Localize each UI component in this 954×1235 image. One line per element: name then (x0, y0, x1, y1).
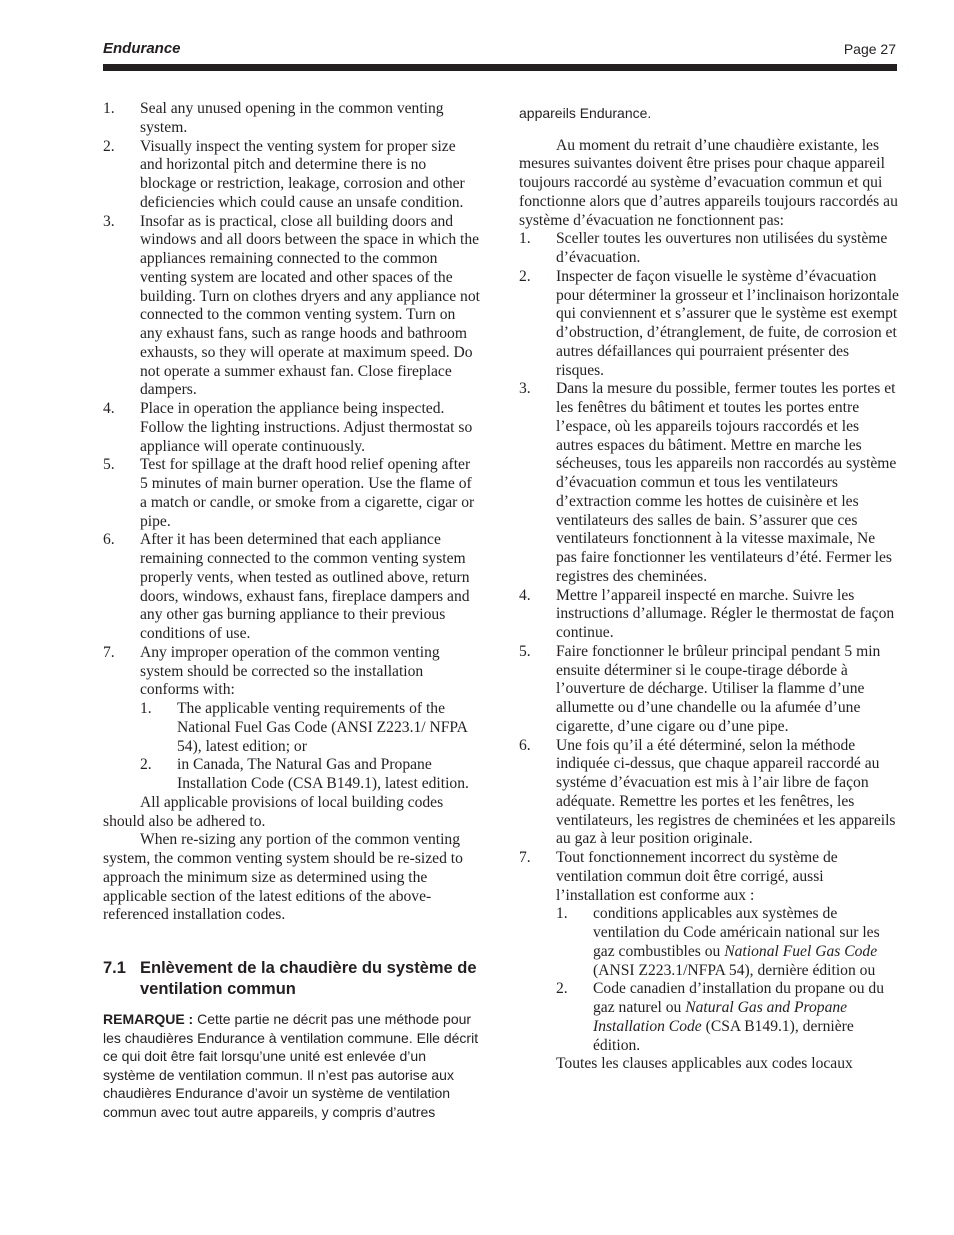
list-text: Dans la mesure du possible, fermer toutes les portes et les fenêtres du bâtiment et toutes les portes entre l’espace, où les appareils tojours raccordés et les autres espaces du bâtiment. Mettre en marche les sécheuses, tous les appareils non raccordés au système d’évacuation commun et tous les ventilateurs d’extraction comme les hottes de cuisinère et les ventilateurs des salles de bain. S’assurer que ces ventilateurs fonctionnent à la vitesse maximale, Ne pas faire fonctionner les ventilateurs d’été. Fermer les registres des cheminées. (556, 380, 897, 585)
section-number: 7.1 (103, 959, 126, 977)
list-text: Test for spillage at the draft hood relief opening after 5 minutes of main burner operation. Use the flame of a match or candle, or smoke from a cigarette, cigar or pipe. (140, 456, 475, 530)
section-title: Enlèvement de la chaudière du système de ventilation commun (140, 959, 477, 998)
list-text: The applicable venting requirements of the National Fuel Gas Code (ANSI Z223.1/ NFPA 54), latest edition; or (177, 700, 468, 755)
header-rule (103, 64, 897, 71)
note-paragraph (103, 1010, 481, 1122)
sub-list-item (556, 980, 899, 1055)
list-text: Une fois qu’il a été déterminé, selon la méthode indiquée ci-dessus, que chaque appareil raccordé au systéme d’évacuation est mis à l’air libre de façon adéquate. Remettre les portes et les fenêtres, les ventilateurs, les registres de cheminées et les appareils au gaz à leur position originale. (556, 736, 896, 848)
code-name: National Fuel Gas Code (724, 942, 878, 960)
list-item (103, 456, 481, 531)
list-item (519, 737, 899, 850)
list-text: Mettre l’appareil inspecté en marche. Suivre les instructions d’allumage. Régler le thermostat de façon continue. (556, 586, 895, 642)
left-column (103, 100, 481, 1122)
list-text: Tout fonctionnement incorrect du système de ventilation commun doit être corrigé, aussi l’installation est conforme aux : (556, 849, 838, 904)
section-heading (103, 958, 481, 1000)
list-text: Place in operation the appliance being inspected. Follow the lighting instructions. Adjust thermostat so appliance will operate continuously. (140, 400, 473, 455)
list-text: Faire fonctionner le brûleur principal pendant 5 min ensuite déterminer si le coupe-tirage déborde à l’ouverture de décharge. Utiliser la flamme d’une allumette ou d’une chandelle ou la afumée d’une cigarette, d’une cigare ou d’une pipe. (556, 642, 881, 735)
list-text: conditions applicables aux systèmes de ventilation du Code américain national sur les gaz combustibles ou (593, 905, 880, 960)
list-number: 3. (103, 212, 115, 230)
list-text: Code canadien d’installation du propane ou du gaz naturel ou (593, 980, 885, 1017)
list-number: 1. (519, 230, 531, 248)
list-item (103, 213, 481, 401)
list-item (519, 849, 899, 905)
list-number: 2. (556, 980, 568, 998)
sub-list (103, 700, 481, 794)
sub-list-item (140, 700, 481, 756)
list-item (103, 531, 481, 644)
list-text: (ANSI Z223.1/NFPA 54), dernière édition ou (593, 961, 876, 979)
sub-list-item (556, 905, 899, 980)
list-number: 3. (519, 380, 531, 398)
list-number: 4. (519, 586, 531, 604)
list-number: 2. (103, 137, 115, 155)
list-text: Sceller toutes les ouvertures non utilisées du système d’évacuation. (556, 230, 888, 267)
list-number: 6. (519, 736, 531, 754)
paragraph: All applicable provisions of local building codes should also be adhered to. (103, 793, 444, 830)
list-number: 2. (519, 267, 531, 285)
list-text: Inspecter de façon visuelle le système d’évacuation pour déterminer la grosseur et l’inclinaison horizontale qui conviennent et s’assurer que le système est exempt d’obstruction, d’étranglement, de fuite, de corrosion et autres défaillances qui pourraient présenter des risques. (556, 267, 899, 379)
continued-text: appareils Endurance. (519, 105, 652, 121)
page-number: Page 27 (843, 41, 896, 57)
list-item (519, 643, 899, 737)
list-text: Visually inspect the venting system for proper size and horizontal pitch and determine there is no blockage or restriction, leakage, corrosion and other deficiencies which could cause an unsafe condition. (140, 137, 465, 211)
list-item (103, 100, 481, 138)
list-text: (CSA B149.1), dernière édition. (593, 1017, 854, 1054)
note-label: REMARQUE : (103, 1011, 194, 1027)
note-text: Cette partie ne décrit pas une méthode pour les chaudières Endurance à ventilation commune. Elle décrit ce qui doit être fait lorsqu’une unité est enlevée d’un système de ventilation commun. Il n’est pas autorise aux chaudières Endurance d’avoir un système de ventilation commun avec tout autre appareils, y compris d’autres (103, 1011, 479, 1120)
sub-list-item (140, 756, 481, 794)
list-text: After it has been determined that each appliance remaining connected to the common venting system properly vents, when tested as outlined above, return doors, windows, exhaust fans, fireplace dampers and any other gas burning appliance to their previous conditions of use. (140, 531, 470, 642)
list-text: Any improper operation of the common venting system should be corrected so the installation conforms with: (140, 643, 440, 699)
sub-list (519, 905, 899, 1055)
list-number: 1. (103, 100, 115, 117)
list-item (103, 138, 481, 213)
list-number: 5. (103, 456, 115, 474)
list-number: 1. (556, 905, 568, 923)
list-text: Insofar as is practical, close all building doors and windows and all doors between the space in which the appliances remaining connected to the common venting system are located and other spaces of the building. Turn on clothes dryers and any appliance not connected to the common venting system. Turn on any exhaust fans, such as range hoods and bathroom exhausts, so they will operate at maximum speed. Do not operate a summer exhaust fan. Close fireplace dampers. (140, 212, 480, 399)
list-item (103, 400, 481, 456)
list-item (519, 268, 899, 381)
list-number: 5. (519, 642, 531, 660)
list-number: 7. (519, 849, 531, 867)
list-item (519, 380, 899, 586)
paragraph: Toutes les clauses applicables aux codes locaux (556, 1055, 853, 1073)
list-item (519, 230, 899, 268)
list-text: Seal any unused opening in the common venting system. (140, 100, 444, 136)
list-item (103, 644, 481, 700)
list-item (519, 587, 899, 643)
list-number: 4. (103, 400, 115, 417)
list-number: 6. (103, 531, 115, 549)
list-number: 7. (103, 643, 115, 661)
list-number: 2. (140, 756, 152, 774)
brand-name: Endurance (103, 40, 181, 57)
paragraph: Au moment du retrait d’une chaudière existante, les mesures suivantes doivent être prises pour chaque appareil toujours raccordé au système d’evacuation commun et qui fonctionne alors que d’autres appareils toujours raccordés au système d’évacuation ne fonctionnent pas: (519, 136, 898, 229)
list-number: 1. (140, 700, 152, 717)
right-column (519, 100, 899, 1074)
code-name: Natural Gas and Propane Installation Code (593, 999, 848, 1035)
paragraph: When re-sizing any portion of the common venting system, the common venting system should be re-sized to approach the minimum size as determined using the applicable section of the latest editions of the above-referenced installation codes. (103, 831, 463, 924)
list-text: in Canada, The Natural Gas and Propane Installation Code (CSA B149.1), latest edition. (177, 756, 469, 792)
